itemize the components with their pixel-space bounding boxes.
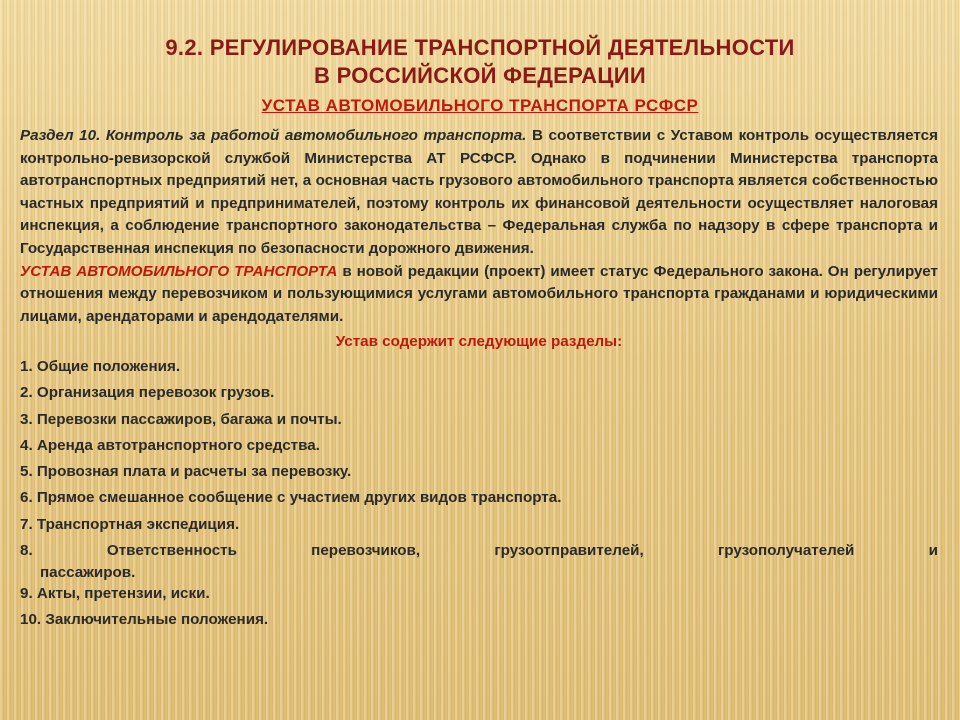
paragraph-control-text: В соответствии с Уставом контроль осуществляется контрольно-ревизорской службой Министерства АТ РСФСР. Однако в подчинении Министерства транспорта автотранспортных предприятий нет, а основная часть грузового автомобильного транспорта является собственностью частных предприятий и предпринимателей, поэтому контроль их финансовой деятельности осуществляет налоговая инспекция, а соблюдение транспортного законодательства – Федеральная служба по надзору в сфере транспорта и Государственная инспекция по безопасности дорожного движения. — [20, 127, 938, 257]
subtitle: УСТАВ АВТОМОБИЛЬНОГО ТРАНСПОРТА РСФСР — [261, 96, 699, 115]
list-item: 7. Транспортная экспедиция. — [20, 515, 240, 533]
list-item: 6. Прямое смешанное сообщение с участием других видов транспорта. — [20, 489, 562, 507]
list-item-8-line-2: пассажиров. — [40, 563, 136, 581]
list-item-8 — [20, 540, 938, 583]
title-line-2: В РОССИЙСКОЙ ФЕДЕРАЦИИ — [314, 63, 646, 88]
page-title — [60, 34, 900, 90]
sections-heading: Устав содержит следующие разделы: — [335, 333, 623, 351]
list-item: 4. Аренда автотранспортного средства. — [20, 436, 320, 454]
list-item: 3. Перевозки пассажиров, багажа и почты. — [20, 410, 342, 428]
paragraph-charter — [20, 261, 938, 329]
title-line-1: 9.2. РЕГУЛИРОВАНИЕ ТРАНСПОРТНОЙ ДЕЯТЕЛЬНОСТИ — [165, 35, 795, 60]
list-item: 5. Провозная плата и расчеты за перевозку. — [20, 463, 352, 481]
list-item-8-line-1: 8. Ответственность перевозчиков, грузоотправителей, грузополучателей и — [20, 542, 938, 560]
paragraph-control — [20, 125, 938, 261]
list-item: 10. Заключительные положения. — [20, 611, 269, 629]
list-item: 1. Общие положения. — [20, 357, 181, 375]
paragraph-charter-text: в новой редакции (проект) имеет статус Федерального закона. Он регулирует отношения между перевозчиком и пользующимися услугами автомобильного транспорта гражданами и юридическими лицами, арендаторами и арендодателями. — [20, 262, 938, 325]
content-body — [20, 125, 938, 636]
paragraph-control-lead: Раздел 10. Контроль за работой автомобильного транспорта. — [20, 127, 527, 144]
list-item: 9. Акты, претензии, иски. — [20, 585, 210, 603]
paragraph-charter-lead: УСТАВ АВТОМОБИЛЬНОГО ТРАНСПОРТА — [20, 262, 338, 280]
sections-list — [20, 356, 938, 636]
list-item: 2. Организация перевозок грузов. — [20, 384, 275, 402]
